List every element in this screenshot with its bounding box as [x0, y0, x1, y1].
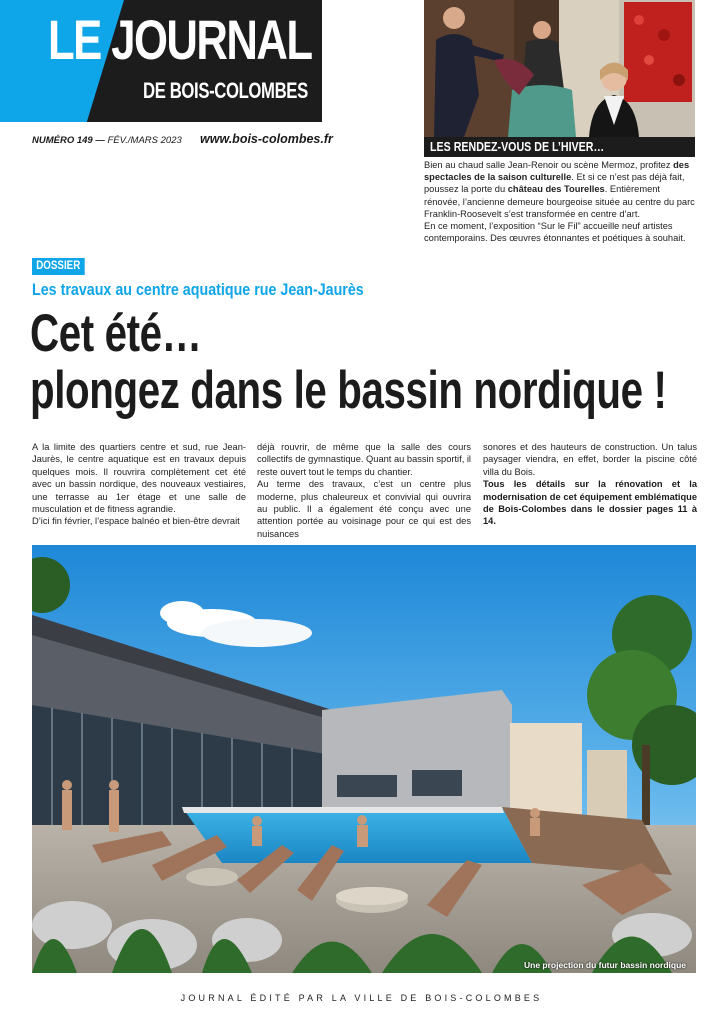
hiver-text: [424, 159, 698, 244]
article-details-note: [483, 478, 697, 528]
footer-credit: JOURNAL ÉDITÉ PAR LA VILLE DE BOIS-COLOMBES: [180, 993, 543, 1003]
article-paragraph: D’ici fin février, l’espace balnéo et bien-être devrait: [32, 516, 240, 527]
hiver-highlight-saison: des spectacles de la saison culturelle: [424, 160, 690, 183]
hiver-title: LES RENDEZ-VOUS DE L’HIVER…: [430, 139, 605, 154]
headline-line-2: plongez dans le bassin nordique !: [30, 361, 667, 420]
logo-subtitle: DE BOIS-COLOMBES: [143, 78, 308, 103]
dossier-tag: DOSSIER: [32, 258, 85, 275]
issue-info: [32, 135, 182, 146]
issue-number: NUMÉRO 149 —: [32, 135, 105, 146]
image-caption: Une projection du futur bassin nordique: [524, 960, 686, 970]
pool-rendering-image: [32, 545, 696, 973]
article-paragraph: sonores et des hauteurs de construction. Un talus paysager viendra, en effet, border la piscine côté villa du Bois.: [483, 442, 697, 477]
website-link[interactable]: www.bois-colombes.fr: [200, 132, 333, 146]
dossier-subtitle: Les travaux au centre aquatique rue Jean-Jaurès: [32, 280, 364, 299]
hiver-text-e: . Entièrement rénovée, l’ancienne demeure bourgeoise située au centre du parc Franklin-Roosevelt s’est transformée en centre d’art.: [424, 184, 695, 219]
headline-line-1: Cet été…: [30, 304, 202, 363]
hiver-paragraph-2: En ce moment, l’exposition “Sur le Fil” accueille neuf artistes contemporains. Des œuvres étonnantes et poétiques à souhait.: [424, 221, 686, 244]
issue-date: FÉV./MARS 2023: [104, 135, 182, 146]
headline: [30, 305, 666, 419]
article-column-1: [32, 441, 246, 528]
hiver-title-bar: [424, 137, 695, 157]
logo-title: LE JOURNAL: [48, 8, 312, 71]
article-column-3: [483, 441, 697, 528]
article-paragraph: Au terme des travaux, c’est un centre plus moderne, plus chaleureux et convivial qui ouvrira au public. Il a également été conçu avec une attention portée au voisinage pour ce qui est des nuisances: [257, 479, 471, 539]
masthead-logo: [0, 0, 322, 122]
article-details-bold: Tous les détails sur la rénovation et la modernisation de cet équipement emblématique de Bois-Colombes dans le dossier pages 11 à 14.: [483, 479, 697, 527]
hiver-text-a: Bien au chaud salle Jean-Renoir ou scène Mermoz, profitez: [424, 160, 674, 170]
hiver-highlight-chateau: château des Tourelles: [507, 184, 605, 195]
article-paragraph: déjà rouvrir, de même que la salle des cours collectifs de gymnastique. Quant au bassin sportif, il reste ouvert tout le temps du chantier.: [257, 442, 471, 477]
article-column-2: [257, 441, 471, 540]
article-paragraph: A la limite des quartiers centre et sud, rue Jean-Jaurès, le centre aquatique est en travaux depuis quelques mois. Il rouvrira complètement cet été avec un bassin nordique, des nouveaux vestiaires, une terrasse au 1er étage et une salle de musculation et de fitness agrandie.: [32, 442, 246, 515]
hiver-text-c: . Et si ce n’est pas déjà fait, poussez la porte du: [424, 172, 685, 195]
hiver-paragraph-1: [424, 159, 698, 220]
hiver-photo: [424, 0, 695, 137]
